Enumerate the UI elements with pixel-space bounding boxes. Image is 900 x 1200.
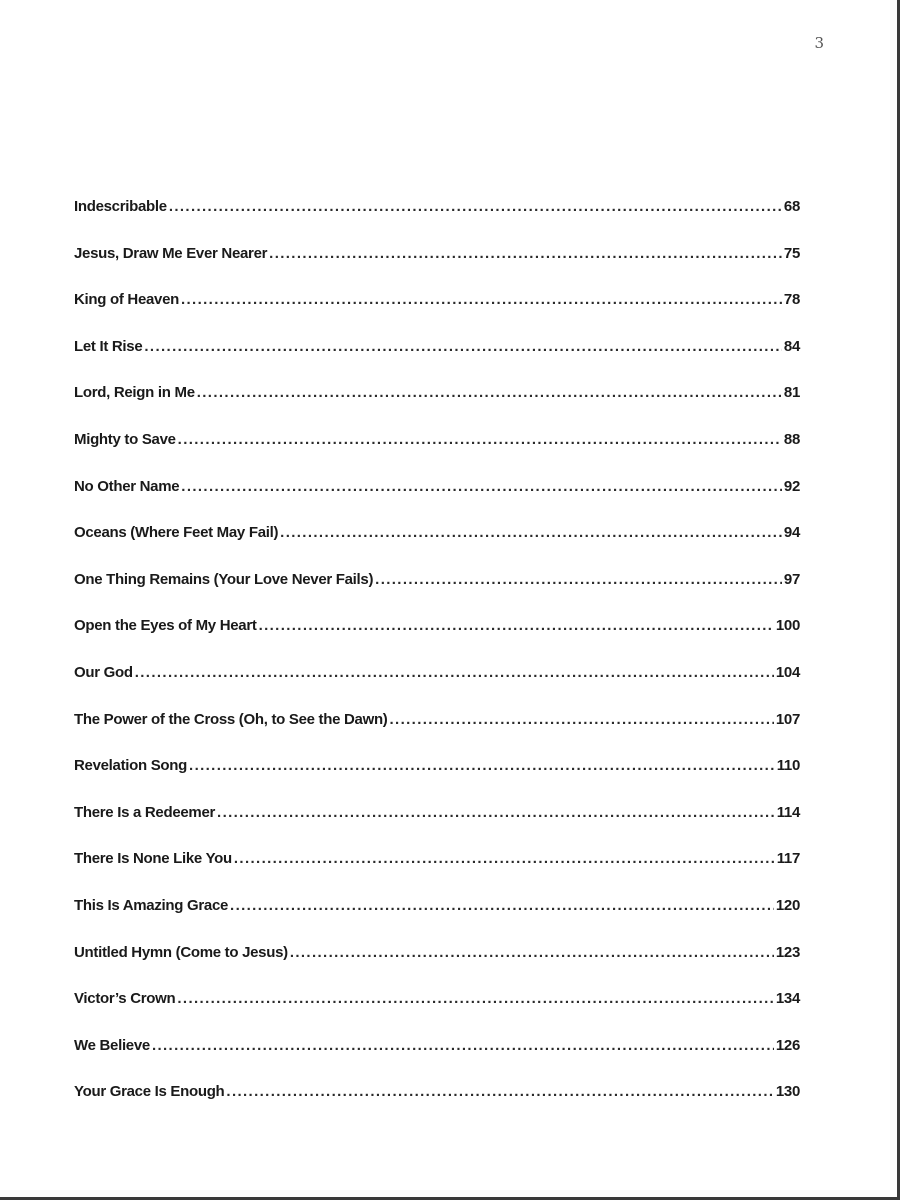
toc-entry[interactable] — [74, 198, 800, 245]
toc-entry-page: 97 — [783, 570, 800, 588]
toc-entry-title: Open the Eyes of My Heart — [74, 617, 257, 635]
toc-entry-page: 81 — [783, 384, 800, 402]
toc-entry-title: This Is Amazing Grace — [74, 896, 229, 914]
toc-entry-title: Lord, Reign in Me — [74, 384, 195, 402]
toc-entry-title: Indescribable — [74, 198, 167, 215]
toc-entry[interactable] — [74, 338, 800, 385]
dot-leader — [152, 1037, 774, 1054]
toc-entry[interactable] — [74, 1037, 800, 1084]
toc-entry-page: 130 — [775, 1083, 800, 1101]
toc-entry-page: 104 — [775, 663, 800, 681]
toc-entry-page: 94 — [783, 524, 800, 542]
toc-entry-page: 68 — [783, 198, 800, 215]
toc-entry[interactable] — [74, 431, 800, 478]
dot-leader — [226, 1083, 773, 1100]
dot-leader — [269, 245, 782, 262]
toc-entry-page: 100 — [775, 617, 800, 635]
toc-entry-page: 107 — [775, 710, 800, 728]
toc-entry-title: Let It Rise — [74, 337, 143, 355]
toc-entry[interactable] — [74, 478, 800, 525]
toc-entry-page: 110 — [776, 757, 800, 775]
toc-entry[interactable] — [74, 990, 800, 1037]
toc-entry-title: There Is None Like You — [74, 850, 232, 868]
toc-entry[interactable] — [74, 664, 800, 711]
toc-entry-title: We Believe — [74, 1036, 150, 1054]
toc-entry-title: Victor’s Crown — [74, 990, 176, 1008]
toc-entry[interactable] — [74, 524, 800, 571]
toc-entry-page: 114 — [776, 803, 800, 821]
toc-entry-page: 78 — [783, 291, 800, 309]
toc-entry-title: One Thing Remains (Your Love Never Fails) — [74, 570, 374, 588]
toc-entry-page: 126 — [775, 1036, 800, 1054]
toc-entry-page: 117 — [776, 850, 800, 868]
toc-entry-title: Jesus, Draw Me Ever Nearer — [74, 244, 268, 262]
dot-leader — [375, 571, 782, 588]
dot-leader — [181, 291, 782, 308]
toc-entry[interactable] — [74, 384, 800, 431]
toc-entry-title: Oceans (Where Feet May Fail) — [74, 524, 279, 542]
toc-entry-title: Mighty to Save — [74, 430, 176, 448]
dot-leader — [259, 617, 774, 634]
toc-entry-page: 75 — [783, 244, 800, 262]
dot-leader — [178, 431, 782, 448]
dot-leader — [181, 478, 782, 495]
toc-entry-title: Untitled Hymn (Come to Jesus) — [74, 943, 288, 961]
page-number: 3 — [814, 34, 824, 52]
toc-entry-title: Revelation Song — [74, 757, 188, 775]
toc-entry[interactable] — [74, 711, 800, 758]
toc-entry[interactable] — [74, 245, 800, 292]
toc-entry-page: 134 — [775, 990, 800, 1008]
toc-entry-page: 84 — [783, 337, 800, 355]
toc-entry[interactable] — [74, 617, 800, 664]
toc-entry[interactable] — [74, 944, 800, 991]
dot-leader — [217, 804, 775, 821]
dot-leader — [197, 384, 782, 401]
toc-entry-page: 92 — [783, 477, 800, 495]
toc-entry[interactable] — [74, 757, 800, 804]
dot-leader — [280, 524, 782, 541]
toc-entry-title: Your Grace Is Enough — [74, 1083, 225, 1101]
dot-leader — [144, 338, 782, 355]
toc-entry[interactable] — [74, 850, 800, 897]
dot-leader — [177, 990, 773, 1007]
toc-entry-page: 88 — [783, 430, 800, 448]
toc-entry-page: 123 — [775, 943, 800, 961]
toc-entry-title: No Other Name — [74, 477, 180, 495]
dot-leader — [230, 897, 774, 914]
toc-entry[interactable] — [74, 804, 800, 851]
dot-leader — [189, 757, 775, 774]
toc-entry[interactable] — [74, 291, 800, 338]
toc-entry-title: The Power of the Cross (Oh, to See the Dawn) — [74, 710, 388, 728]
toc-entry-page: 120 — [775, 896, 800, 914]
toc-entry-title: There Is a Redeemer — [74, 803, 216, 821]
dot-leader — [234, 850, 775, 867]
table-of-contents — [74, 198, 800, 1130]
dot-leader — [135, 664, 774, 681]
toc-entry[interactable] — [74, 571, 800, 618]
toc-entry-title: Our God — [74, 663, 133, 681]
toc-entry-title: King of Heaven — [74, 291, 179, 309]
toc-entry[interactable] — [74, 1083, 800, 1130]
toc-entry[interactable] — [74, 897, 800, 944]
dot-leader — [169, 198, 782, 215]
dot-leader — [390, 711, 774, 728]
dot-leader — [290, 944, 774, 961]
